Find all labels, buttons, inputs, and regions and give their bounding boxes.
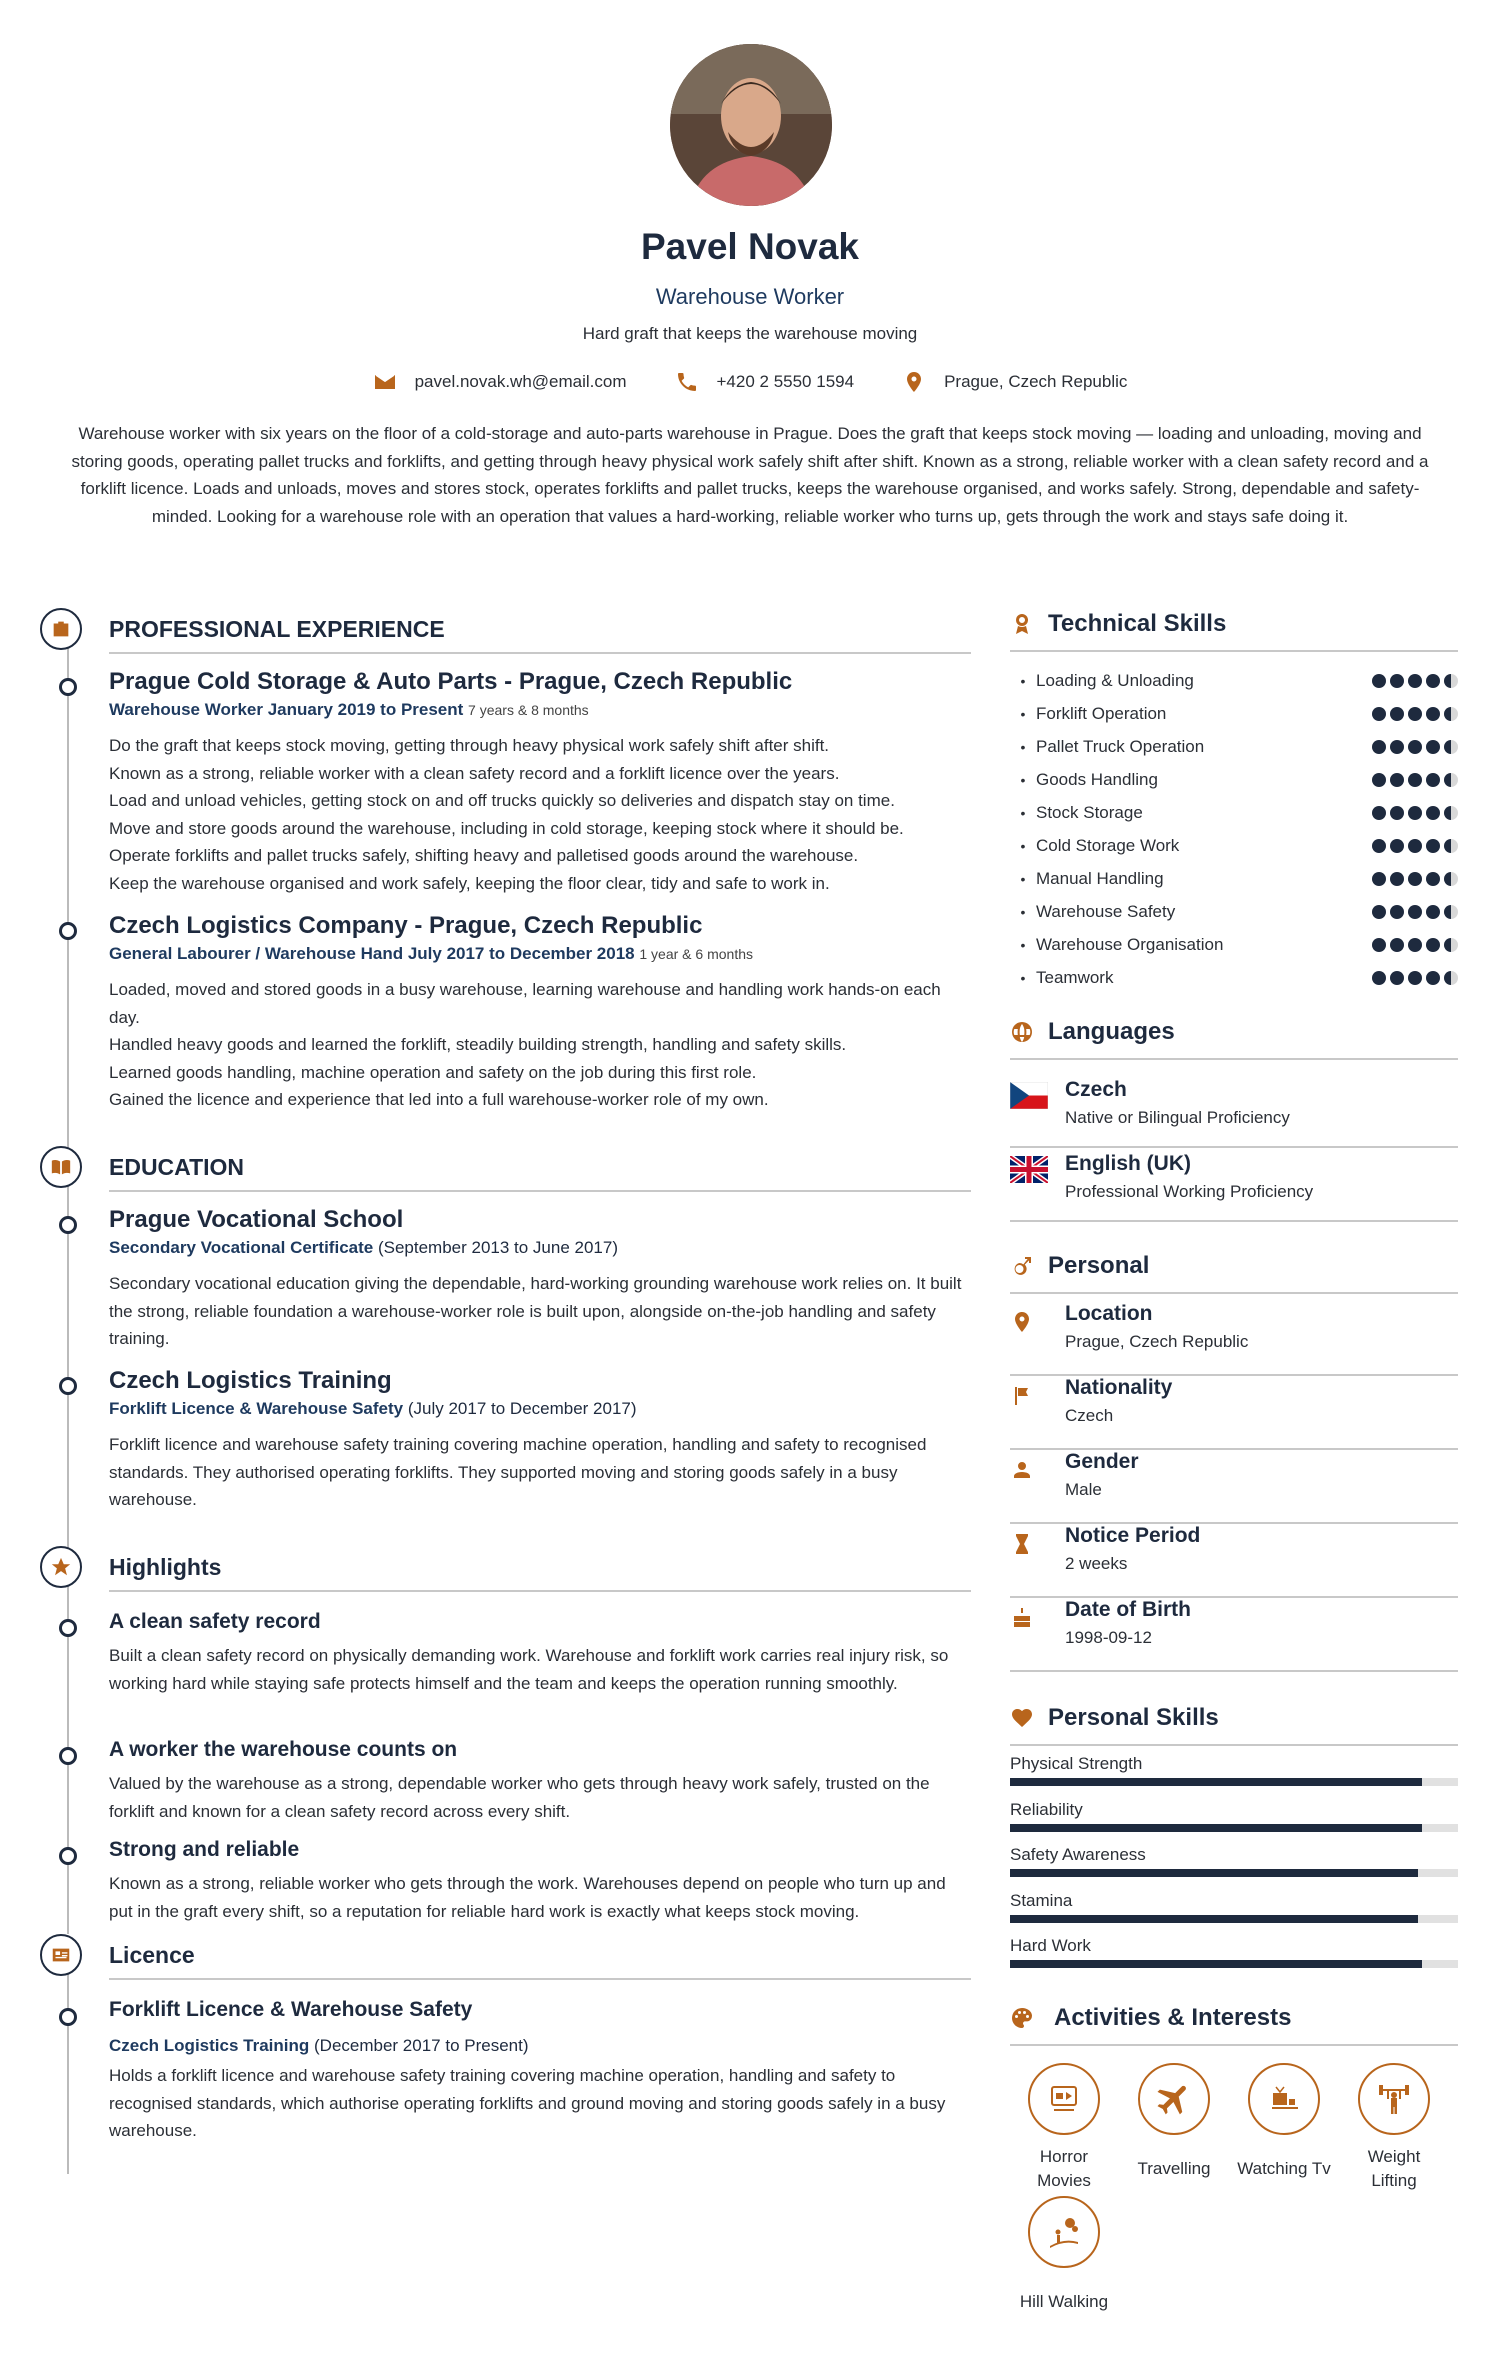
- experience-entry: [109, 912, 969, 1114]
- personal-value: Male: [1065, 1480, 1102, 1499]
- bullet-icon: •: [1020, 870, 1026, 887]
- bullet-icon: •: [1020, 672, 1026, 689]
- highlight-entry: [109, 1738, 969, 1825]
- skill-bar-fill: [1010, 1915, 1418, 1923]
- rating-dot: [1372, 938, 1386, 952]
- movie-icon: [1028, 2063, 1100, 2135]
- highlight-title: A worker the warehouse counts on: [109, 1738, 458, 1761]
- heart-icon: [1010, 1706, 1034, 1730]
- timeline-dot: [59, 1747, 77, 1765]
- skill-name: Manual Handling: [1036, 868, 1164, 888]
- rating-dot: [1426, 707, 1440, 721]
- personal-label: Location: [1065, 1302, 1153, 1325]
- bullet-icon: •: [1020, 969, 1026, 986]
- timeline-dot: [59, 922, 77, 940]
- activity-label-line: Horror: [1039, 2147, 1089, 2166]
- skill-bar-track: [1010, 1824, 1458, 1832]
- phone-icon: [675, 370, 699, 394]
- licence-title: Forklift Licence & Warehouse Safety: [109, 1998, 473, 2021]
- skill-bar-track: [1010, 1915, 1458, 1923]
- skill-bar-track: [1010, 1960, 1458, 1968]
- technical-skills-heading: Technical Skills: [1048, 610, 1227, 637]
- technical-skill-item: [1010, 928, 1458, 961]
- employer-title: Prague Cold Storage & Auto Parts - Prague, Czech Republic: [109, 668, 793, 695]
- skill-name: Teamwork: [1036, 967, 1114, 987]
- rating-dot: [1444, 740, 1458, 754]
- skill-rating: [1372, 806, 1458, 820]
- skill-bar-fill: [1010, 1869, 1418, 1877]
- activity-travelling: [1119, 2063, 1229, 2181]
- skill-rating: [1372, 740, 1458, 754]
- skill-name: Goods Handling: [1036, 769, 1158, 789]
- duration: 7 years & 8 months: [468, 702, 589, 718]
- rating-dot: [1426, 674, 1440, 688]
- timeline-dot: [59, 1377, 77, 1395]
- palette-icon: [1010, 2006, 1034, 2030]
- person-icon: [1010, 1458, 1034, 1482]
- rating-dot: [1390, 740, 1404, 754]
- rating-dot: [1408, 839, 1422, 853]
- qualification-dates: [109, 1399, 969, 1419]
- duty-line: Known as a strong, reliable worker with a clean safety record and a forklift licence over the years.: [109, 763, 840, 783]
- bullet-icon: •: [1020, 837, 1026, 854]
- technical-skill-item: [1010, 829, 1458, 862]
- personal-value: 2 weeks: [1065, 1554, 1128, 1573]
- uk-flag: [1010, 1156, 1048, 1183]
- rating-dot: [1444, 938, 1458, 952]
- skill-bar-fill: [1010, 1778, 1422, 1786]
- rating-dot: [1408, 971, 1422, 985]
- rating-dot: [1408, 872, 1422, 886]
- activity-label: [1339, 2145, 1449, 2193]
- tagline: Hard graft that keeps the warehouse moving: [582, 324, 918, 343]
- education-description: Secondary vocational education giving the dependable, hard-working grounding warehouse work relies on. It built the strong, reliable foundation a warehouse-worker role is built upon, alongside on-the-job handling and safety training.: [109, 1274, 962, 1348]
- technical-skill-item: [1010, 862, 1458, 895]
- rating-dot: [1408, 740, 1422, 754]
- experience-section-header: [40, 608, 970, 650]
- profile-photo: [670, 44, 832, 206]
- licence-dates: (December 2017 to Present): [314, 2036, 529, 2055]
- tv-icon: [1248, 2063, 1320, 2135]
- globe-icon: [1010, 1020, 1034, 1044]
- personal-skill-item: [1010, 1800, 1458, 1840]
- duty-line: Keep the warehouse organised and work safely, keeping the floor clear, tidy and safe to work in.: [109, 873, 830, 893]
- skill-name: Loading & Unloading: [1036, 670, 1194, 690]
- highlight-entry: [109, 1838, 969, 1925]
- skill-rating: [1372, 707, 1458, 721]
- education-section-header: [40, 1146, 970, 1188]
- book-icon: [40, 1146, 82, 1188]
- rating-dot: [1444, 773, 1458, 787]
- rating-dot: [1372, 674, 1386, 688]
- personal-item-notice-period: [1010, 1524, 1458, 1598]
- qualification: Forklift Licence & Warehouse Safety: [109, 1399, 404, 1418]
- role-dates: [109, 700, 969, 720]
- skill-name: Warehouse Organisation: [1036, 934, 1224, 954]
- duty-line: Loaded, moved and stored goods in a busy warehouse, learning warehouse and handling work hands-on each day.: [109, 980, 941, 1027]
- rating-dot: [1426, 740, 1440, 754]
- email-text[interactable]: pavel.novak.wh@email.com: [414, 372, 627, 391]
- highlight-title: Strong and reliable: [109, 1838, 300, 1861]
- activity-watching-tv: [1229, 2063, 1339, 2181]
- licence-timeline: [67, 1966, 69, 2174]
- activities-header: [1010, 2004, 1458, 2032]
- rating-dot: [1426, 773, 1440, 787]
- rating-dot: [1444, 872, 1458, 886]
- rating-dot: [1426, 806, 1440, 820]
- contact-row: [0, 370, 1500, 394]
- experience-entry: [109, 668, 969, 897]
- highlight-entry: [109, 1610, 969, 1697]
- education-description: Forklift licence and warehouse safety training covering machine operation, handling and safety to recognised standards. They authorised operating forklifts. They supported moving and storing goods safely in a busy warehouse.: [109, 1435, 927, 1509]
- personal-value: Prague, Czech Republic: [1065, 1332, 1249, 1351]
- licence-section-header: [40, 1934, 970, 1976]
- candidate-name: Pavel Novak: [640, 226, 860, 267]
- personal-skill-name: Stamina: [1010, 1890, 1073, 1910]
- section-divider: [1010, 650, 1458, 652]
- duty-line: Learned goods handling, machine operation and safety on the job during this first role.: [109, 1062, 757, 1082]
- activity-label-line: Movies: [1037, 2171, 1091, 2190]
- education-entry: [109, 1367, 969, 1514]
- hourglass-icon: [1010, 1532, 1034, 1556]
- employer-title: Czech Logistics Company - Prague, Czech Republic: [109, 912, 703, 939]
- section-divider: [1010, 2044, 1458, 2046]
- personal-skills-header: [1010, 1704, 1458, 1732]
- education-heading: EDUCATION: [109, 1154, 245, 1180]
- rating-dot: [1444, 839, 1458, 853]
- rating-dot: [1408, 707, 1422, 721]
- activity-label-line: Weight: [1367, 2147, 1421, 2166]
- licence-description: Holds a forklift licence and warehouse safety training covering machine operation, handling and safety to recognised standards, which authorise operating forklifts and ground moving and storing goods safely in a busy warehouse.: [109, 2066, 946, 2140]
- rating-dot: [1444, 674, 1458, 688]
- rating-dot: [1390, 839, 1404, 853]
- rating-dot: [1390, 971, 1404, 985]
- duty-line: Gained the licence and experience that led into a full warehouse-worker role of my own.: [109, 1090, 769, 1109]
- duration: 1 year & 6 months: [639, 946, 753, 962]
- school-name: Czech Logistics Training: [109, 1367, 392, 1394]
- section-divider: [109, 1978, 971, 1980]
- personal-item-location: [1010, 1302, 1458, 1376]
- duty-line: Operate forklifts and pallet trucks safely, shifting heavy and palletised goods around the warehouse.: [109, 846, 859, 865]
- rating-dot: [1390, 674, 1404, 688]
- rating-dot: [1408, 806, 1422, 820]
- timeline-dot: [59, 2008, 77, 2026]
- hiking-icon: [1028, 2196, 1100, 2268]
- technical-skill-item: [1010, 697, 1458, 730]
- section-divider: [109, 652, 971, 654]
- personal-item-date-of-birth: [1010, 1598, 1458, 1672]
- rating-dot: [1372, 872, 1386, 886]
- cake-icon: [1010, 1606, 1034, 1630]
- timeline-dot: [59, 1847, 77, 1865]
- education-dates: (September 2013 to June 2017): [377, 1238, 619, 1257]
- bullet-icon: •: [1020, 936, 1026, 953]
- activity-horror-movies: [1009, 2063, 1119, 2193]
- rating-dot: [1390, 773, 1404, 787]
- skill-rating: [1372, 773, 1458, 787]
- experience-description: [109, 732, 969, 897]
- highlight-body: Valued by the warehouse as a strong, dependable worker who gets through heavy work safely, trusted on the forklift and known for a clean safety record across every shift.: [109, 1774, 930, 1821]
- award-icon: [1010, 612, 1034, 636]
- skill-bar-track: [1010, 1869, 1458, 1877]
- personal-value: 1998-09-12: [1065, 1628, 1152, 1647]
- skill-name: Cold Storage Work: [1036, 835, 1180, 855]
- technical-skill-item: [1010, 796, 1458, 829]
- duty-line: Do the graft that keeps stock moving, getting through heavy physical work safely shift after shift.: [109, 736, 830, 755]
- experience-timeline: [67, 642, 69, 1160]
- location-text: Prague, Czech Republic: [944, 372, 1128, 391]
- licence-issuer-dates: [109, 2036, 969, 2056]
- qualification-dates: [109, 1238, 969, 1258]
- bullet-icon: •: [1020, 804, 1026, 821]
- activity-label: Travelling: [1137, 2159, 1211, 2178]
- rating-dot: [1426, 971, 1440, 985]
- rating-dot: [1390, 707, 1404, 721]
- activity-weight-lifting: [1339, 2063, 1449, 2193]
- skill-bar-fill: [1010, 1824, 1422, 1832]
- languages-header: [1010, 1018, 1458, 1046]
- rating-dot: [1372, 740, 1386, 754]
- skill-rating: [1372, 938, 1458, 952]
- profile-summary: Warehouse worker with six years on the floor of a cold-storage and auto-parts warehouse in Prague. Does the graft that keeps stock moving — loading and unloading, moving and storing goods, operating pallet trucks and forklifts, and getting through heavy physical work safely shift after shift. Known as a strong, reliable worker with a clean safety record and a forklift licence. Loads and unloads, moves and stores stock, operates forklifts and pallet trucks, keeps the warehouse organised, and works safely. Strong, dependable and safety-minded. Looking for a warehouse role with an operation that values a hard-working, reliable worker who turns up, gets through the work and stays safe doing it.: [71, 424, 1429, 526]
- personal-label: Date of Birth: [1065, 1598, 1191, 1621]
- experience-description: [109, 976, 969, 1114]
- timeline-dot: [59, 1216, 77, 1234]
- personal-value: Czech: [1065, 1406, 1114, 1425]
- education-dates: (July 2017 to December 2017): [407, 1399, 637, 1418]
- contact-phone[interactable]: [675, 370, 855, 394]
- rating-dot: [1444, 905, 1458, 919]
- skill-name: Stock Storage: [1036, 802, 1143, 822]
- technical-skill-item: [1010, 730, 1458, 763]
- activity-label: Watching Tv: [1237, 2159, 1331, 2178]
- bullet-icon: •: [1020, 738, 1026, 755]
- bullet-icon: •: [1020, 903, 1026, 920]
- personal-skill-item: [1010, 1891, 1458, 1931]
- activity-label: Hill Walking: [1019, 2292, 1109, 2311]
- technical-skills-header: [1010, 610, 1458, 638]
- language-level: Professional Working Proficiency: [1065, 1182, 1314, 1201]
- qualification: Secondary Vocational Certificate: [109, 1238, 374, 1257]
- star-icon: [40, 1546, 82, 1588]
- bullet-icon: •: [1020, 771, 1026, 788]
- rating-dot: [1372, 839, 1386, 853]
- weightlifting-icon: [1358, 2063, 1430, 2135]
- language-level: Native or Bilingual Proficiency: [1065, 1108, 1290, 1127]
- personal-skill-name: Hard Work: [1010, 1936, 1091, 1955]
- divider: [1010, 1220, 1458, 1222]
- rating-dot: [1426, 839, 1440, 853]
- rating-dot: [1372, 905, 1386, 919]
- rating-dot: [1444, 971, 1458, 985]
- contact-email[interactable]: [373, 370, 627, 394]
- personal-heading: Personal: [1048, 1252, 1150, 1279]
- timeline-dot: [59, 678, 77, 696]
- personal-skill-name: Safety Awareness: [1010, 1845, 1146, 1864]
- technical-skill-item: [1010, 763, 1458, 796]
- phone-text[interactable]: +420 2 5550 1594: [716, 372, 855, 391]
- skill-rating: [1372, 839, 1458, 853]
- activity-hill-walking: [1009, 2196, 1119, 2314]
- flag-icon: [1010, 1384, 1034, 1408]
- rating-dot: [1390, 938, 1404, 952]
- divider: [1010, 1670, 1458, 1672]
- personal-label: Notice Period: [1065, 1524, 1201, 1547]
- language-name: English (UK): [1065, 1152, 1191, 1175]
- highlight-title: A clean safety record: [109, 1610, 321, 1633]
- languages-heading: Languages: [1048, 1018, 1175, 1045]
- highlights-heading: Highlights: [109, 1554, 222, 1580]
- personal-skill-item: [1010, 1845, 1458, 1885]
- personal-skills-heading: Personal Skills: [1048, 1704, 1219, 1731]
- bullet-icon: •: [1020, 705, 1026, 722]
- section-divider: [109, 1190, 971, 1192]
- duty-line: Handled heavy goods and learned the forklift, steadily building strength, handling and safety skills.: [109, 1035, 847, 1054]
- rating-dot: [1426, 938, 1440, 952]
- section-divider: [1010, 1292, 1458, 1294]
- section-divider: [1010, 1058, 1458, 1060]
- personal-item-nationality: [1010, 1376, 1458, 1450]
- skill-rating: [1372, 905, 1458, 919]
- personal-skill-item: [1010, 1936, 1458, 1976]
- rating-dot: [1426, 872, 1440, 886]
- divider: [1010, 1146, 1458, 1148]
- czech-flag: [1010, 1082, 1048, 1109]
- personal-header: [1010, 1252, 1458, 1280]
- skill-bar-fill: [1010, 1960, 1422, 1968]
- rating-dot: [1408, 938, 1422, 952]
- section-divider: [1010, 1744, 1458, 1746]
- rating-dot: [1426, 905, 1440, 919]
- role-dates-text: Warehouse Worker January 2019 to Present: [109, 700, 464, 719]
- licence-entry: [109, 1998, 969, 2145]
- rating-dot: [1444, 806, 1458, 820]
- rating-dot: [1372, 707, 1386, 721]
- skill-rating: [1372, 971, 1458, 985]
- rating-dot: [1408, 905, 1422, 919]
- duty-line: Move and store goods around the warehouse, including in cold storage, keeping stock where it should be.: [109, 818, 904, 838]
- skill-name: Forklift Operation: [1036, 703, 1167, 723]
- activity-label: [1009, 2145, 1119, 2193]
- rating-dot: [1390, 905, 1404, 919]
- briefcase-icon: [40, 608, 82, 650]
- timeline-dot: [59, 1619, 77, 1637]
- highlight-body: Known as a strong, reliable worker who gets through the work. Warehouses depend on people who turn up and put in the graft every shift, so a reputation for reliable hard work is exactly what keeps stock moving.: [109, 1874, 946, 1921]
- language-name: Czech: [1065, 1078, 1127, 1101]
- rating-dot: [1372, 773, 1386, 787]
- rating-dot: [1390, 806, 1404, 820]
- skill-rating: [1372, 872, 1458, 886]
- id-card-icon: [40, 1934, 82, 1976]
- skill-name: Warehouse Safety: [1036, 901, 1176, 921]
- experience-heading: PROFESSIONAL EXPERIENCE: [109, 616, 445, 642]
- activities-heading: Activities & Interests: [1054, 2004, 1292, 2031]
- language-item: [1010, 1078, 1458, 1148]
- skill-bar-track: [1010, 1778, 1458, 1786]
- education-entry: [109, 1206, 969, 1353]
- activity-label-line: Lifting: [1371, 2171, 1417, 2190]
- male-icon: [1010, 1254, 1034, 1278]
- skill-name: Pallet Truck Operation: [1036, 736, 1205, 756]
- licence-issuer: Czech Logistics Training: [109, 2036, 310, 2055]
- map-pin-icon: [1010, 1310, 1034, 1334]
- highlights-section-header: [40, 1546, 970, 1588]
- personal-skill-item: [1010, 1754, 1458, 1794]
- role-dates-text: General Labourer / Warehouse Hand July 2017 to December 2018: [109, 944, 635, 963]
- rating-dot: [1372, 971, 1386, 985]
- personal-label: Gender: [1065, 1450, 1139, 1473]
- personal-skill-name: Reliability: [1010, 1799, 1083, 1819]
- map-pin-icon: [902, 370, 926, 394]
- technical-skill-item: [1010, 961, 1458, 994]
- rating-dot: [1372, 806, 1386, 820]
- role-dates: [109, 944, 969, 964]
- job-title: Warehouse Worker: [655, 284, 845, 309]
- highlight-body: Built a clean safety record on physically demanding work. Warehouse and forklift work carries real injury risk, so working hard while staying safe protects himself and the team and keeps the operation running smoothly.: [109, 1646, 949, 1693]
- email-icon: [373, 370, 397, 394]
- rating-dot: [1390, 872, 1404, 886]
- rating-dot: [1408, 674, 1422, 688]
- licence-heading: Licence: [109, 1942, 195, 1968]
- school-name: Prague Vocational School: [109, 1206, 404, 1233]
- personal-item-gender: [1010, 1450, 1458, 1524]
- airplane-icon: [1138, 2063, 1210, 2135]
- skill-rating: [1372, 674, 1458, 688]
- rating-dot: [1444, 707, 1458, 721]
- rating-dot: [1408, 773, 1422, 787]
- duty-line: Load and unload vehicles, getting stock on and off trucks quickly so deliveries and dispatch stay on time.: [109, 791, 895, 810]
- technical-skill-item: [1010, 664, 1458, 697]
- technical-skill-item: [1010, 895, 1458, 928]
- section-divider: [109, 1590, 971, 1592]
- personal-label: Nationality: [1065, 1376, 1173, 1399]
- contact-location: [902, 370, 1127, 394]
- language-item: [1010, 1152, 1458, 1222]
- personal-skill-name: Physical Strength: [1010, 1754, 1143, 1773]
